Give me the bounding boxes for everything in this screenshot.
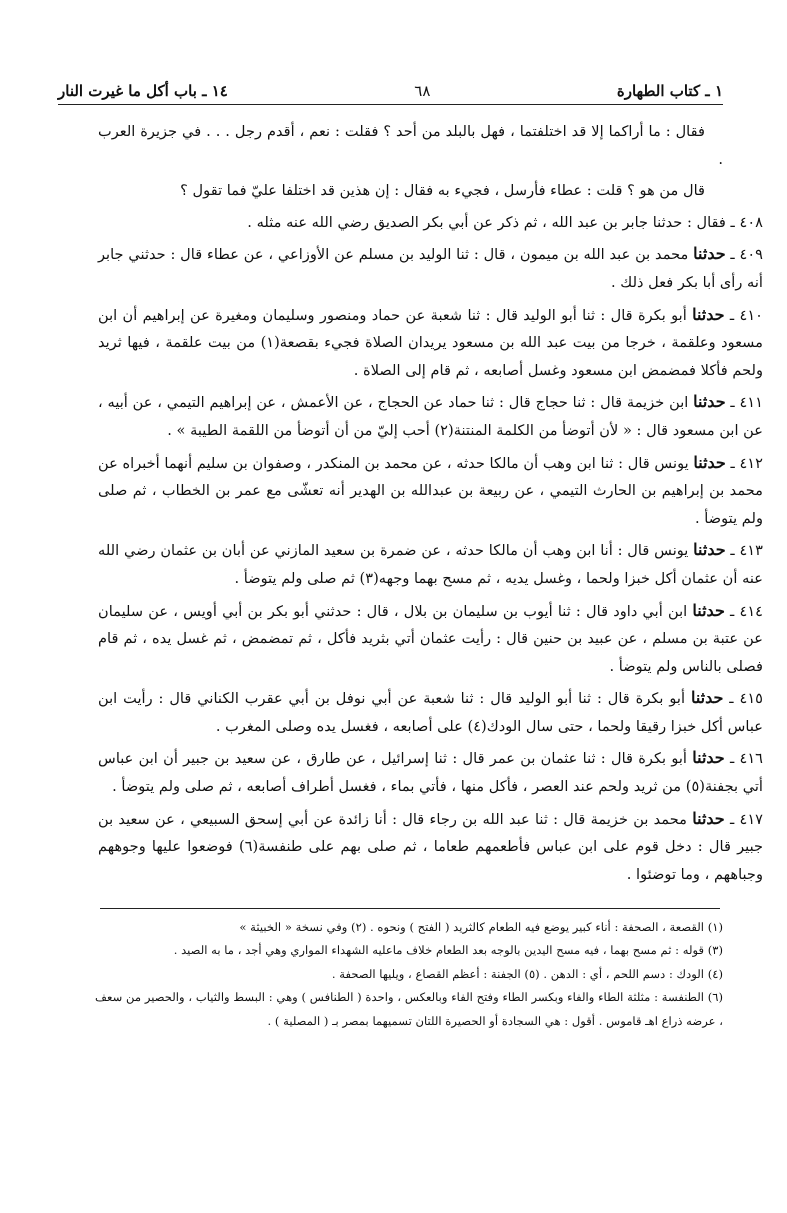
main-text (98, 118, 764, 892)
hadith-number: ٤١٤ ـ (724, 602, 763, 620)
hadith-number: ٤١٣ ـ (725, 542, 763, 560)
hadith-paragraph (98, 449, 763, 533)
narration-keyword: حدثنا (693, 244, 726, 264)
hadith-paragraph (98, 209, 763, 237)
footnote: (١) القصعة ، الصحفة : أناء كبير يوضع فيه الطعام كالثريد ( الفتح ) ونحوه . (٢) وفي نسخة « الخبيثة » (239, 920, 723, 934)
hadith-paragraph (98, 684, 763, 740)
footnotes (95, 916, 723, 1033)
hadith-paragraph (98, 536, 763, 592)
hadith-paragraph (98, 597, 763, 681)
header-rule (58, 104, 723, 105)
paragraph-text: ابن خزيمة قال : ثنا حجاج قال : ثنا حماد عن الحجاج ، عن الأعمش ، عن إبراهيم التيمي ، عن أبيه ، عن ابن مسعود قال : « لأن أتوضأ من الكلمة المنتنة(٢) أحب إليّ من أن أتوضأ من اللقمة الطيبة » . (98, 394, 763, 439)
hadith-paragraph (98, 301, 763, 385)
footnote-rule (100, 908, 720, 909)
paragraph-text: ابن أبي داود قال : ثنا أيوب بن سليمان بن بلال ، قال : حدثني أبو بكر بن أبي أويس ، عن سليمان عن عتبة بن مسلم ، عن عبيد بن حنين قال : رأيت عثمان أتي بثريد فأكل ، ثم تمضمض ، ثم غسل يده ، ثم قام فصلى بالناس ولم يتوضأ . (98, 602, 763, 675)
continuation-paragraph (98, 177, 723, 205)
paragraph-text: أبو بكرة قال : ثنا عثمان بن عمر قال : ثنا إسرائيل ، عن طارق ، عن سعيد بن جبير أن ابن عباس أتي بجفنة(٥) من ثريد ولحم عند العصر ، فأكل منها ، فأتي بماء ، فغسل أطراف أصابعه ، ثم صلى ولم يتوضأ . (98, 750, 763, 796)
narration-keyword: حدثنا (692, 304, 725, 324)
page-header (58, 72, 723, 100)
paragraph-text: أبو بكرة قال : ثنا أبو الوليد قال : ثنا شعبة عن أبي نوفل بن أبي عقرب الكناني قال : رأيت ابن عباس أكل خبزا رقيقا ولحما ، حتى سال الودك(٤) على أصابعه ، فغسل يده وصلى المغرب . (98, 690, 763, 735)
paragraph-text: يونس قال : ثنا ابن وهب أن مالكا حدثه ، عن محمد بن المنكدر ، وصفوان بن سليم أنهما أخبراه عن محمد بن إبراهيم بن الحارث التيمي ، عن ربيعة بن عبدالله بن الهدير أنه تعشّى مع عمر بن الخطاب ، ثم صلى ولم يتوضأ . (98, 454, 763, 527)
narration-keyword: حدثنا (690, 688, 724, 708)
paragraph-text: فقال : حدثنا جابر بن عبد الله ، ثم ذكر عن أبي بكر الصديق رضي الله عنه مثله . (247, 213, 726, 231)
header-chapter-title: ١٤ ـ باب أكل ما غيرت النار (58, 82, 228, 100)
hadith-number: ٤١٠ ـ (724, 306, 763, 324)
hadith-paragraph (98, 744, 763, 800)
footnote: (٦) الطنفسة : مثلثة الطاء والفاء وبكسر الطاء وفتح الفاء وبالعكس ، واحدة ( الطنافس ) وهي : البسط والثياب ، والحصير من سعف ، عرضه ذراع اهـ قاموس . أقول : هي السجادة أو الحصيرة اللتان تسميهما بمصر بـ ( المصلية ) . (95, 990, 723, 1028)
page-number: ٦٨ (414, 82, 431, 100)
paragraph-text: قال من هو ؟ قلت : عطاء فأرسل ، فجيء به فقال : إن هذين قد اختلفا عليّ فما تقول ؟ (180, 182, 705, 200)
hadith-number: ٤٠٩ ـ (725, 246, 763, 264)
continuation-paragraph (98, 118, 723, 173)
footnote: (٤) الودك : دسم اللحم ، أي : الدهن . (٥) الجفنة : أعظم القصاع ، ويليها الصحفة . (331, 966, 723, 981)
paragraph-text: محمد بن خزيمة قال : ثنا عبد الله بن رجاء قال : أنا زائدة عن أبي إسحق السبيعي ، عن سعيد بن جبير قال : دخل قوم على ابن عباس فأطعمهم طعاما ، ثم صلى بهم على طنفسة(٦) فوضعوا عليها وجوههم وجباههم ، وما توضئوا . (98, 810, 764, 883)
narration-keyword: حدثنا (693, 540, 726, 560)
narration-keyword: حدثنا (692, 748, 725, 768)
narration-keyword: حدثنا (692, 808, 725, 828)
narration-keyword: حدثنا (692, 600, 725, 620)
hadith-number: ٤١١ ـ (725, 394, 763, 412)
hadith-number: ٤١٦ ـ (724, 750, 764, 768)
narration-keyword: حدثنا (693, 452, 726, 472)
narration-keyword: حدثنا (693, 392, 726, 412)
hadith-number: ٤١٥ ـ (723, 690, 763, 708)
hadith-paragraph (98, 388, 763, 444)
hadith-paragraph (98, 805, 763, 889)
hadith-number: ٤٠٨ ـ (725, 213, 763, 231)
header-book-title: ١ ـ كتاب الطهارة (616, 82, 723, 100)
footnote: (٣) قوله : ثم مسح بهما ، فيه مسح اليدين بالوجه بعد الطعام خلاف ماعليه الشهداء المواري وهي أجد ، ما به الصيد . (173, 943, 723, 958)
hadith-number: ٤١٧ ـ (724, 810, 763, 828)
paragraph-text: فقال : ما أراكما إلا قد اختلفتما ، فهل بالبلد من أحد ؟ فقلت : نعم ، أقدم رجل . . . في جزيرة العرب . (98, 123, 723, 168)
paragraph-text: أبو بكرة قال : ثنا أبو الوليد قال : ثنا شعبة عن حماد ومنصور وسليمان ومغيرة عن إبراهيم أن ابن مسعود وعلقمة ، خرجا من بيت عبد الله بن مسعود يريدان الصلاة فجيء بقصعة(١) من بيت علقمة ، فيها ثريد ولحم فأكلا فمضمض ابن مسعود وغسل أصابعه ، ثم قام إلى الصلاة . (98, 306, 763, 379)
hadith-number: ٤١٢ ـ (725, 454, 763, 472)
paragraph-text: محمد بن عبد الله بن ميمون ، قال : ثنا الوليد بن مسلم عن الأوزاعي ، عن عطاء قال : حدثني جابر أنه رأى أبا بكر فعل ذلك . (98, 246, 763, 291)
hadith-paragraph (98, 240, 763, 296)
paragraph-text: يونس قال : أنا ابن وهب أن مالكا حدثه ، عن ضمرة بن سعيد المازني عن أبان بن عثمان رضي الله عنه أن عثمان أكل خبزا ولحما ، وغسل يديه ، ثم مسح بهما وجهه(٣) ثم صلى ولم يتوضأ . (98, 542, 763, 587)
